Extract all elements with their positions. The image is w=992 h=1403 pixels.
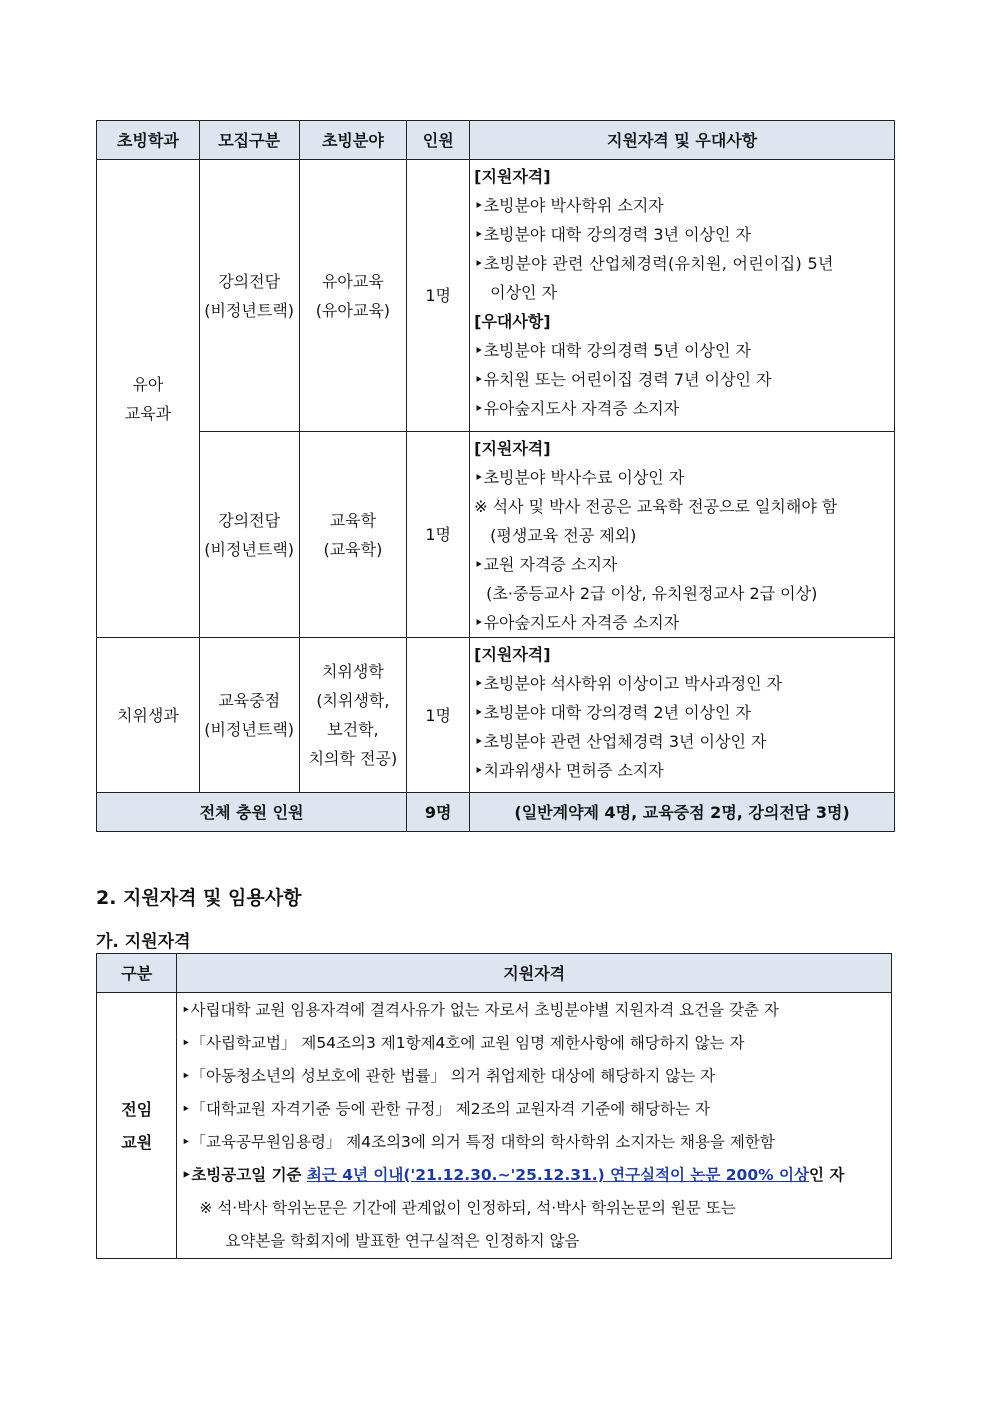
list-item: 이상인 자 [490,283,558,302]
category-cell [199,160,299,432]
qualification-cell [177,993,892,1259]
category-text: 강의전담 (비정년트랙) [204,271,295,320]
field-text: 유아교육 (유아교육) [315,271,391,320]
qualification-table [96,953,892,1259]
qualification-heading: [지원자격] [474,645,551,664]
header-category: 모집구분 [199,121,299,160]
list-item: ‣유아숲지도사 자격증 소지자 [474,613,680,632]
list-item: ‣「교육공무원임용령」 제4조의3에 의거 특정 대학의 학사학위 소지자는 채용을 제한함 [181,1133,775,1151]
table-row [97,432,895,638]
field-text: 교육학 (교육학) [323,510,383,559]
list-item: ‣유아숲지도사 자격증 소지자 [474,399,680,418]
research-requirement: 최근 4년 이내('21.12.30.~'25.12.31.) 연구실적이 논문 200% 이상 [306,1166,809,1184]
header-count: 인원 [407,121,470,160]
list-item: ‣초빙분야 관련 산업체경력(유치원, 어린이집) 5년 [474,254,834,273]
list-item: ‣유치원 또는 어린이집 경력 7년 이상인 자 [474,370,772,389]
list-item: ‣초빙분야 박사수료 이상인 자 [474,468,685,487]
total-note: (일반계약제 4명, 교육중점 2명, 강의전담 3명) [470,793,895,832]
header-qualification: 지원자격 [177,954,892,993]
dept-cell [97,160,200,638]
field-cell [299,432,407,638]
qualification-heading: [지원자격] [474,439,551,458]
count-cell: 1명 [407,432,470,638]
field-cell [299,160,407,432]
subsection-title: 가. 지원자격 [96,932,191,952]
list-item: (초·중등교사 2급 이상, 유치원정교사 2급 이상) [486,584,818,603]
list-item: ‣교원 자격증 소지자 [474,555,618,574]
count-cell: 1명 [407,638,470,793]
table-row [97,638,895,793]
qualifications-cell [470,432,895,638]
list-item: ‣초빙분야 대학 강의경력 5년 이상인 자 [474,341,752,360]
category-text: 전임 교원 [121,1099,153,1152]
list-item: ‣「아동청소년의 성보호에 관한 법률」 의거 취업제한 대상에 해당하지 않는 자 [181,1067,716,1085]
qualifications-cell [470,638,895,793]
list-item: ‣초빙분야 대학 강의경력 3년 이상인 자 [474,225,752,244]
recruitment-table [96,120,895,832]
category-cell [199,638,299,793]
header-qualifications: 지원자격 및 우대사항 [470,121,895,160]
total-row [97,793,895,832]
list-item: ‣「사립학교법」 제54조의3 제1항제4호에 교원 임명 제한사항에 해당하지 않는 자 [181,1034,745,1052]
category-cell [97,993,177,1259]
table-row [97,160,895,432]
list-item: (평생교육 전공 제외) [490,526,637,545]
list-item: ‣초빙분야 석사학위 이상이고 박사과정인 자 [474,674,783,693]
note-line: 요약본을 학회지에 발표한 연구실적은 인정하지 않음 [225,1232,580,1250]
preference-heading: [우대사항] [474,312,551,331]
research-suffix: 인 자 [809,1166,845,1184]
dept-cell: 치위생과 [97,638,200,793]
dept-name: 유아 교육과 [124,374,172,423]
list-item: ‣초빙분야 박사학위 소지자 [474,196,664,215]
section-title: 2. 지원자격 및 임용사항 [96,887,302,909]
table-row [97,993,892,1259]
category-text: 교육중점 (비정년트랙) [204,691,295,739]
category-text: 강의전담 (비정년트랙) [204,510,295,559]
header-category: 구분 [97,954,177,993]
list-item: ‣치과위생사 면허증 소지자 [474,761,664,780]
list-item: ※ 석사 및 박사 전공은 교육학 전공으로 일치해야 함 [474,497,838,516]
total-label: 전체 충원 인원 [97,793,407,832]
list-item-research [181,1159,887,1192]
research-prefix: ‣초빙공고일 기준 [181,1166,307,1184]
header-dept: 초빙학과 [97,121,200,160]
header-field: 초빙분야 [299,121,407,160]
qualifications-cell [470,160,895,432]
table-header-row [97,121,895,160]
category-cell [199,432,299,638]
field-text: 치위생학 (치위생학, 보건학, 치의학 전공) [308,662,398,768]
list-item: ‣사립대학 교원 임용자격에 결격사유가 없는 자로서 초빙분야별 지원자격 요건을 갖춘 자 [181,1001,779,1019]
total-count: 9명 [407,793,470,832]
note-line: ※ 석·박사 학위논문은 기간에 관계없이 인정하되, 석·박사 학위논문의 원문 또는 [199,1199,736,1217]
list-item: ‣초빙분야 관련 산업체경력 3년 이상인 자 [474,732,767,751]
qualification-heading: [지원자격] [474,167,551,186]
field-cell [299,638,407,793]
list-item: ‣초빙분야 대학 강의경력 2년 이상인 자 [474,703,752,722]
count-cell: 1명 [407,160,470,432]
list-item: ‣「대학교원 자격기준 등에 관한 규정」 제2조의 교원자격 기준에 해당하는 자 [181,1100,710,1118]
table-header-row [97,954,892,993]
